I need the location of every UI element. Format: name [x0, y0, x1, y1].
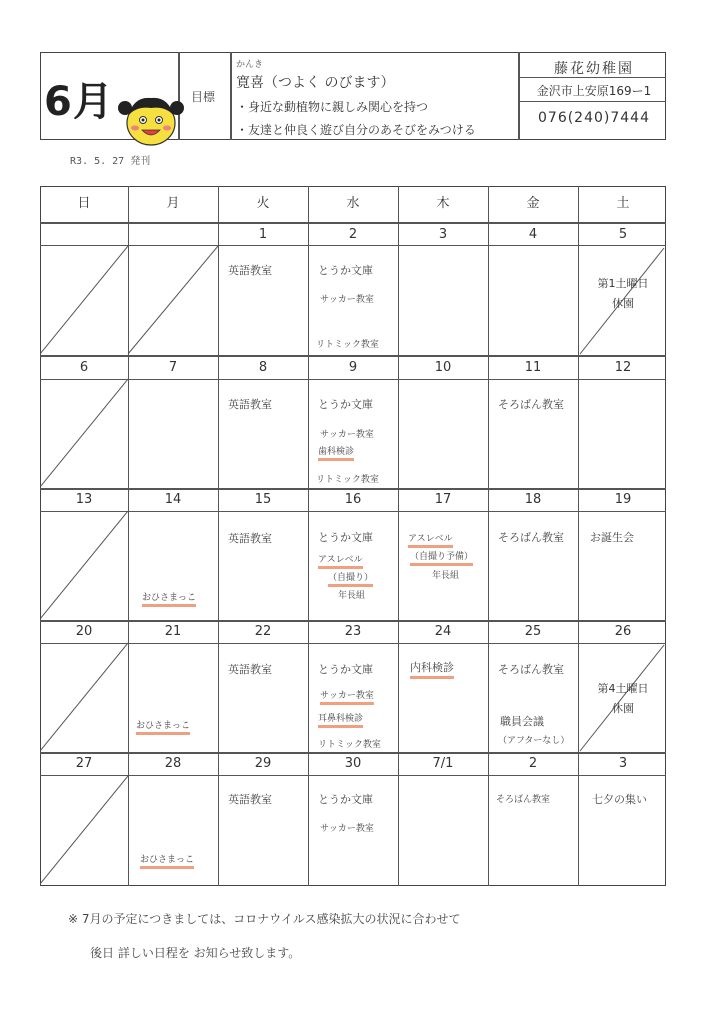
day-number: 11 [524, 360, 542, 375]
day-number: 8 [258, 360, 268, 375]
goal-label: 目標 [191, 90, 216, 104]
event: （アフターなし） [498, 736, 570, 746]
day-number: 4 [528, 227, 538, 242]
day-number: 15 [254, 492, 272, 507]
event: とうか文庫 [318, 398, 373, 411]
event: とうか文庫 [318, 663, 373, 676]
day-number: 12 [614, 360, 632, 375]
girl-face-icon [116, 90, 186, 148]
event-highlighted: おひさまっこ [140, 852, 194, 869]
footer-note: 後日 詳しい日程を お知らせ致します。 [90, 946, 301, 960]
day-number: 23 [344, 624, 362, 639]
event-highlighted: （自撮り） [328, 570, 373, 587]
school-address: 金沢市上安原169ー1 [536, 84, 652, 98]
day-number: 10 [434, 360, 452, 375]
event: 英語教室 [228, 793, 272, 806]
day-number: 29 [254, 756, 272, 771]
event-highlighted: （自撮り予備） [410, 549, 473, 566]
day-number: 21 [164, 624, 182, 639]
event: 七夕の集い [592, 793, 647, 806]
event-highlighted: サッカー教室 [320, 688, 374, 705]
day-number: 27 [75, 756, 93, 771]
event: とうか文庫 [318, 793, 373, 806]
day-number: 3 [438, 227, 448, 242]
day-number: 16 [344, 492, 362, 507]
event: とうか文庫 [318, 264, 373, 277]
goal-main: 寛喜（つよく のびます） [236, 75, 395, 91]
event: お誕生会 [590, 531, 634, 544]
day-number: 9 [348, 360, 358, 375]
day-number: 13 [75, 492, 93, 507]
event-highlighted: 耳鼻科検診 [318, 711, 363, 728]
event: 英語教室 [228, 663, 272, 676]
event-highlighted: 内科検診 [410, 659, 454, 679]
holiday-note: 第4土曜日 休園 [597, 682, 649, 715]
event: サッカー教室 [320, 824, 374, 834]
day-number: 28 [164, 756, 182, 771]
event-highlighted: アスレベル [408, 531, 453, 548]
event: リトミック教室 [318, 740, 381, 750]
day-number: 19 [614, 492, 632, 507]
event: 英語教室 [228, 398, 272, 411]
event-highlighted: おひさまっこ [136, 718, 190, 735]
event: 英語教室 [228, 532, 272, 545]
header-divider [230, 52, 232, 140]
day-number: 30 [344, 756, 362, 771]
event: そろばん教室 [498, 531, 564, 544]
weekday-fri: 金 [526, 196, 540, 211]
day-number: 7 [168, 360, 178, 375]
event: そろばん教室 [498, 663, 564, 676]
event: 職員会議 [500, 715, 544, 728]
weekday-tue: 火 [256, 196, 270, 211]
event-highlighted: 歯科検診 [318, 444, 354, 461]
weekday-mon: 月 [166, 196, 180, 211]
day-number: 26 [614, 624, 632, 639]
event: 年長組 [432, 571, 460, 581]
day-number: 22 [254, 624, 272, 639]
holiday-note: 第1土曜日 休園 [597, 277, 649, 310]
weekday-sat: 土 [616, 196, 630, 211]
goal-reading: かんき [236, 60, 264, 70]
day-number: 7/1 [432, 756, 454, 771]
day-number: 5 [618, 227, 628, 242]
day-number: 6 [79, 360, 89, 375]
event: サッカー教室 [320, 430, 374, 440]
header-divider [518, 101, 666, 102]
weekday-sun: 日 [77, 196, 91, 211]
event: そろばん教室 [496, 795, 551, 805]
event-highlighted: おひさまっこ [142, 590, 196, 607]
event: リトミック教室 [316, 475, 379, 485]
day-number: 1 [258, 227, 268, 242]
event: 英語教室 [228, 264, 272, 277]
weekday-wed: 水 [346, 196, 360, 211]
day-number: 18 [524, 492, 542, 507]
event: 年長組 [338, 591, 366, 601]
goal-item: ・友達と仲良く遊び自分のあそびをみつける [236, 123, 476, 137]
month-title: 6月 [44, 79, 114, 125]
footer-note: ※ 7月の予定につきましては、コロナウイルス感染拡大の状況に合わせて [68, 912, 461, 926]
day-number: 3 [618, 756, 628, 771]
day-number: 25 [524, 624, 542, 639]
goal-item: ・身近な動植物に親しみ関心を持つ [236, 100, 429, 114]
event: とうか文庫 [318, 531, 373, 544]
event: リトミック教室 [316, 340, 379, 350]
event-highlighted: アスレベル [318, 552, 363, 569]
issue-date: R3. 5. 27 発刊 [70, 156, 151, 167]
header-divider [518, 52, 520, 140]
weekday-thu: 木 [436, 196, 450, 211]
day-number: 24 [434, 624, 452, 639]
event: そろばん教室 [498, 398, 564, 411]
school-phone: 076(240)7444 [538, 110, 650, 126]
day-number: 20 [75, 624, 93, 639]
day-number: 2 [528, 756, 538, 771]
day-number: 17 [434, 492, 452, 507]
school-name: 藤花幼稚園 [554, 61, 634, 77]
day-number: 14 [164, 492, 182, 507]
event: サッカー教室 [320, 295, 374, 305]
day-number: 2 [348, 227, 358, 242]
